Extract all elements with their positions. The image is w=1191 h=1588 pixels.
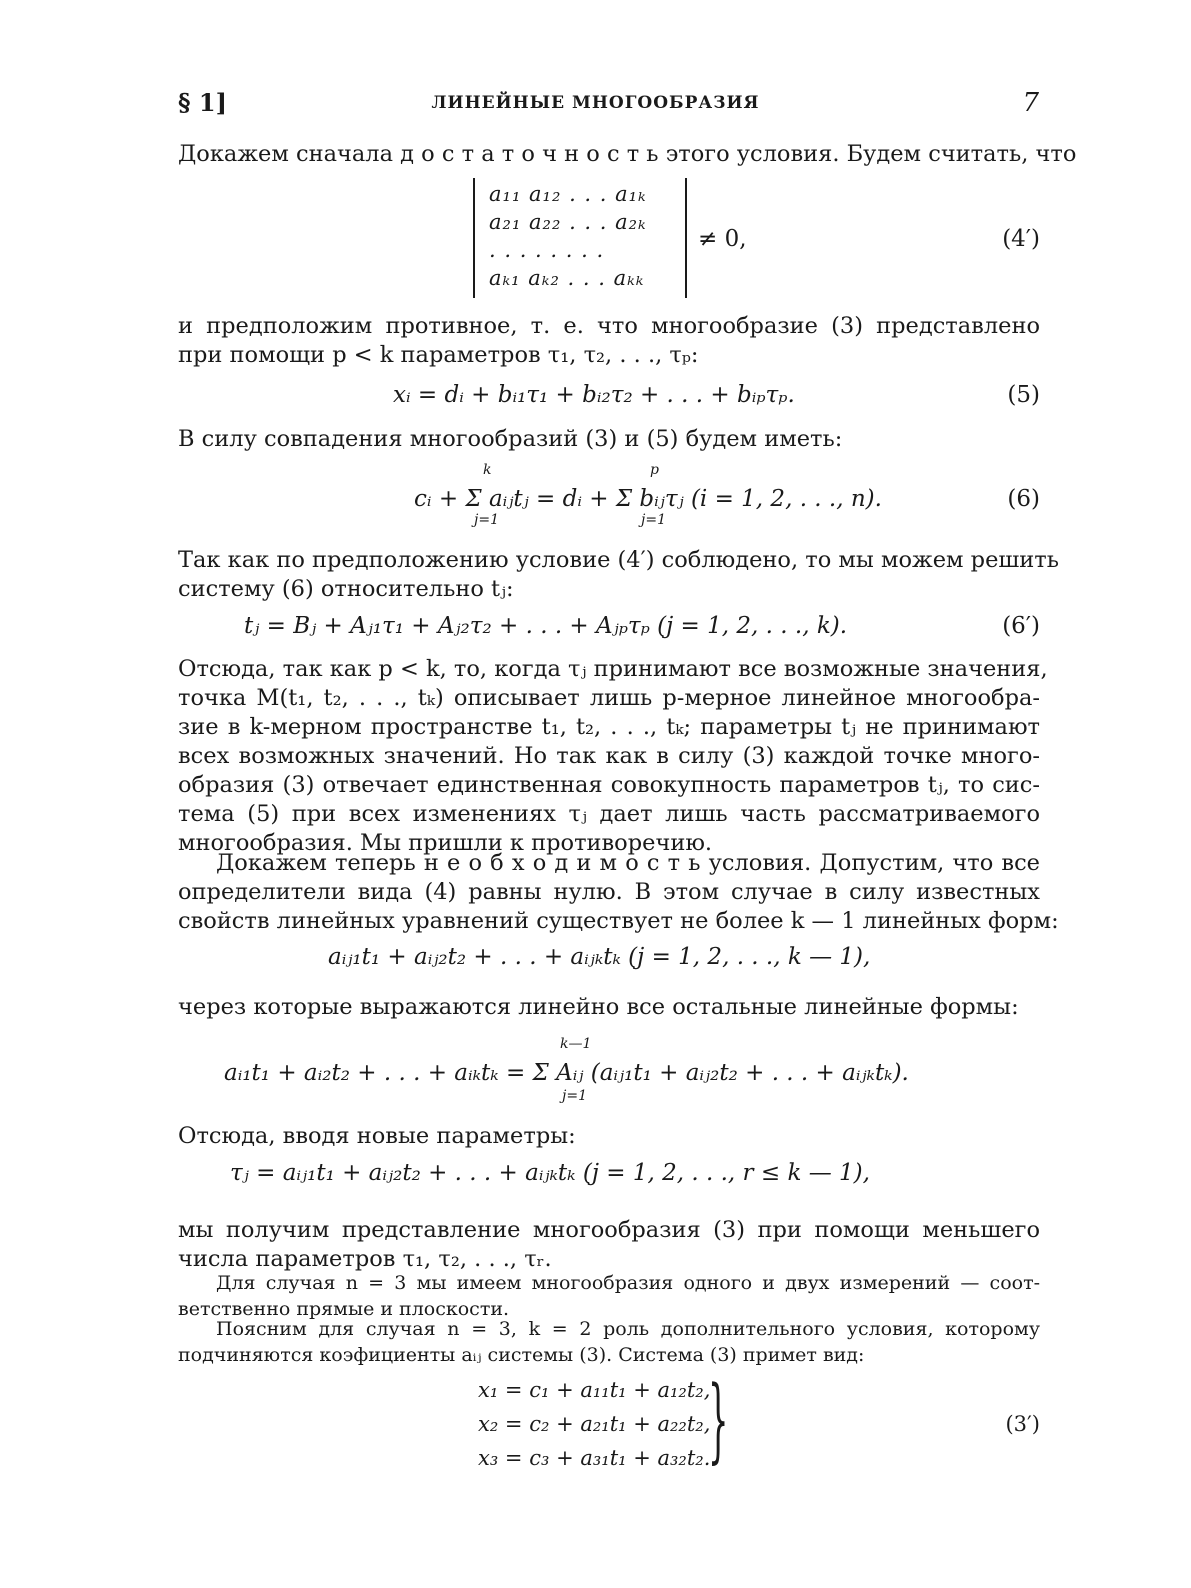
- paragraph-6: [178, 849, 1059, 936]
- paragraph-3: [178, 425, 1040, 454]
- equation-number: (3′): [1005, 1412, 1040, 1436]
- det-rhs: ≠ 0,: [698, 226, 747, 252]
- system-row: x₁ = c₁ + a₁₁t₁ + a₁₂t₂,: [478, 1378, 711, 1402]
- text-line: и предположим противное, т. е. что многообразие (3) представлено: [178, 313, 1040, 339]
- section-marker: § 1]: [178, 88, 227, 117]
- text-line: Отсюда, вводя новые параметры:: [178, 1123, 576, 1149]
- equation-number: (6′): [1002, 613, 1040, 639]
- paragraph-10: [178, 1270, 1040, 1322]
- sum-lower: j=1: [474, 512, 499, 528]
- running-title: ЛИНЕЙНЫЕ МНОГООБРАЗИЯ: [431, 93, 760, 113]
- det-row: aₖ₁ aₖ₂ . . . aₖₖ: [489, 266, 645, 290]
- text-line: тема (5) при всех изменениях τⱼ дает лишь часть рассматриваемого: [178, 801, 1040, 827]
- text-line: систему (6) относительно tⱼ:: [178, 576, 514, 602]
- text-line: Отсюда, так как p < k, то, когда τⱼ принимают все возможные значения,: [178, 656, 1048, 682]
- text-line: образия (3) отвечает единственная совокупность параметров tⱼ, то сис-: [178, 772, 1040, 798]
- det-row: . . . . . . . .: [489, 238, 605, 262]
- text-line: при помощи p < k параметров τ₁, τ₂, . . ., τₚ:: [178, 342, 699, 368]
- sum-upper: k—1: [560, 1036, 592, 1052]
- right-brace: }: [708, 1366, 729, 1473]
- equation-number: (6): [1007, 486, 1040, 512]
- page-number: 7: [1022, 88, 1039, 118]
- text-line: Для случая n = 3 мы имеем многообразия одного и двух измерений — соот-: [216, 1272, 1040, 1294]
- det-row: a₁₁ a₁₂ . . . a₁ₖ: [489, 182, 647, 206]
- paragraph-1: [178, 140, 1077, 169]
- text-line: свойств линейных уравнений существует не более k — 1 линейных форм:: [178, 908, 1059, 934]
- sum-upper: k: [483, 462, 492, 478]
- paragraph-7: [178, 993, 1040, 1022]
- equation-body: τⱼ = aᵢⱼ₁t₁ + aᵢⱼ₂t₂ + . . . + aᵢⱼₖtₖ (j = 1, 2, . . ., r ≤ k — 1),: [230, 1160, 870, 1186]
- paragraph-5: [178, 655, 1048, 858]
- text-line: через которые выражаются линейно все остальные линейные формы:: [178, 994, 1019, 1020]
- text-line: Так как по предположению условие (4′) соблюдено, то мы можем решить: [178, 547, 1060, 573]
- text-line: многообразия. Мы пришли к противоречию.: [178, 830, 713, 856]
- equation-body: tⱼ = Bⱼ + Aⱼ₁τ₁ + Aⱼ₂τ₂ + . . . + Aⱼₚτₚ (j = 1, 2, . . ., k).: [244, 613, 848, 639]
- equation-body: aᵢ₁t₁ + aᵢ₂t₂ + . . . + aᵢₖtₖ = Σ Aᵢⱼ (aᵢⱼ₁t₁ + aᵢⱼ₂t₂ + . . . + aᵢⱼₖtₖ).: [224, 1060, 909, 1086]
- equation-body: xᵢ = dᵢ + bᵢ₁τ₁ + bᵢ₂τ₂ + . . . + bᵢₚτₚ.: [393, 382, 795, 408]
- system-row: x₂ = c₂ + a₂₁t₁ + a₂₂t₂,: [478, 1412, 711, 1436]
- determinant: [473, 178, 687, 298]
- text-line: всех возможных значений. Но так как в силу (3) каждой точке много-: [178, 743, 1040, 769]
- text-line: Докажем теперь н е о б х о д и м о с т ь условия. Допустим, что все: [216, 850, 1040, 876]
- paragraph-11: [178, 1316, 1040, 1368]
- text-line: ветственно прямые и плоскости.: [178, 1298, 510, 1320]
- paragraph-4: [178, 546, 1060, 604]
- paragraph-9: [178, 1216, 1040, 1274]
- equation-body: cᵢ + Σ aᵢⱼtⱼ = dᵢ + Σ bᵢⱼτⱼ (i = 1, 2, . . ., n).: [414, 486, 882, 512]
- text-line: зие в k-мерном пространстве t₁, t₂, . . ., tₖ; параметры tⱼ не принимают: [178, 714, 1040, 740]
- text-line: числа параметров τ₁, τ₂, . . ., τᵣ.: [178, 1246, 552, 1272]
- equation-number: (5): [1007, 382, 1040, 408]
- equation-6: [178, 462, 1040, 546]
- sum-upper: p: [650, 462, 659, 478]
- text-line: Докажем сначала д о с т а т о ч н о с т ь этого условия. Будем считать, что: [178, 141, 1077, 167]
- sum-lower: j=1: [562, 1088, 587, 1104]
- det-row: a₂₁ a₂₂ . . . a₂ₖ: [489, 210, 647, 234]
- text-line: В силу совпадения многообразий (3) и (5) будем иметь:: [178, 426, 843, 452]
- equation-number: (4′): [1002, 226, 1040, 252]
- text-line: подчиняются коэфициенты aᵢⱼ системы (3). Система (3) примет вид:: [178, 1344, 865, 1366]
- paragraph-2: [178, 312, 1040, 370]
- text-line: мы получим представление многообразия (3) при помощи меньшего: [178, 1217, 1040, 1243]
- equation-body: aᵢⱼ₁t₁ + aᵢⱼ₂t₂ + . . . + aᵢⱼₖtₖ (j = 1, 2, . . ., k — 1),: [328, 944, 871, 970]
- sum-lower: j=1: [641, 512, 666, 528]
- text-line: точка M(t₁, t₂, . . ., tₖ) описывает лишь p-мерное линейное многообра-: [178, 685, 1040, 711]
- system-3-prime: [178, 1366, 1040, 1488]
- paragraph-8: [178, 1122, 1040, 1151]
- text-line: Поясним для случая n = 3, k = 2 роль дополнительного условия, которому: [216, 1318, 1040, 1340]
- system-row: x₃ = c₃ + a₃₁t₁ + a₃₂t₂.: [478, 1446, 711, 1470]
- equation-expansion: [178, 1036, 1040, 1120]
- text-line: определители вида (4) равны нулю. В этом случае в силу известных: [178, 879, 1040, 905]
